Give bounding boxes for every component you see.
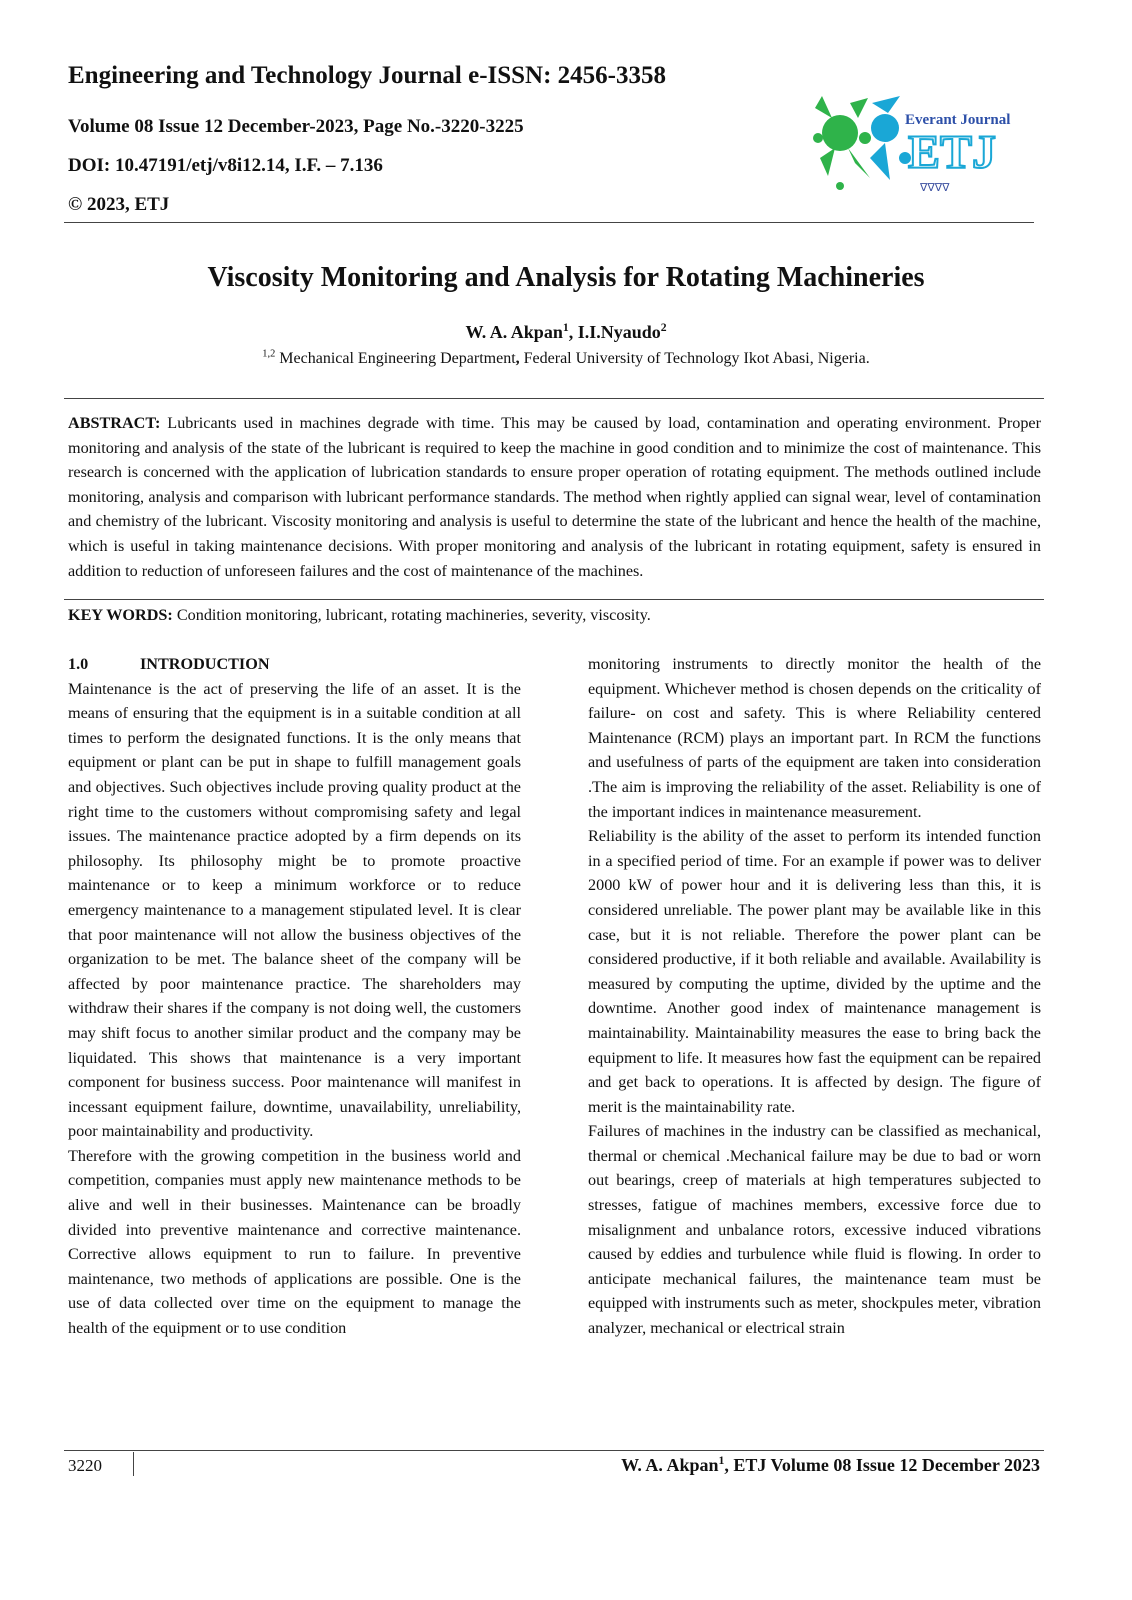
logo-abbrev-text: ETJ xyxy=(908,126,997,179)
journal-volume: Volume 08 Issue 12 December-2023, Page No.-3220-3225 xyxy=(68,116,524,137)
body-paragraph: Therefore with the growing competition in the business world and competition, companies must apply new maintenance methods to be alive and well in their businesses. Maintenance can be broadly divided into preventive maintenance and corrective maintenance. Corrective allows equipment to run to failure. In preventive maintenance, two methods of applications are possible. One is the use of data collected over time on the equipment to manage the health of the equipment or to use condition xyxy=(68,1146,521,1338)
footer-separator xyxy=(133,1452,134,1476)
abstract-text: Lubricants used in machines degrade with time. This may be caused by load, contamination and operating environment. Proper monitoring and analysis of the state of the lubricant is required to keep the machine in good condition and to minimize the cost of maintenance. This research is concerned with the application of lubrication standards to ensure proper operation of rotating equipment. The methods outlined include monitoring, analysis and comparison with lubricant performance standards. The method when rightly applied can signal wear, level of contamination and chemistry of the lubricant. Viscosity monitoring and analysis is useful to determine the state of the lubricant and hence the health of the machine, which is useful in taking maintenance decisions. With proper monitoring and analysis of the lubricant in rotating equipment, safety is ensured in addition to reduction of unforeseen failures and the cost of maintenance of the machines. xyxy=(68,414,1041,580)
journal-logo xyxy=(810,88,1025,198)
logo-tagline-text: ∇∇∇∇ xyxy=(920,181,950,194)
body-paragraph: monitoring instruments to directly monitor the health of the equipment. Whichever method is chosen depends on the criticality of failure- on cost and safety. This is where Reliability centered Maintenance (RCM) plays an important part. In RCM the functions and usefulness of parts of the equipment are taken into consideration .The aim is improving the reliability of the asset. Reliability is one of the important indices in maintenance measurement. xyxy=(588,655,1041,821)
paper-title: Viscosity Monitoring and Analysis for Rotating Machineries xyxy=(207,262,925,293)
etj-logo-icon xyxy=(810,88,1025,198)
footer-divider xyxy=(64,1450,1044,1451)
footer-author-mark: 1 xyxy=(718,1454,725,1467)
journal-copyright: © 2023, ETJ xyxy=(68,194,170,215)
journal-doi: DOI: 10.47191/etj/v8i12.14, I.F. – 7.136 xyxy=(68,155,383,176)
abstract xyxy=(68,411,1041,583)
keywords-text: Condition monitoring, lubricant, rotating machineries, severity, viscosity. xyxy=(172,606,651,624)
header-divider xyxy=(64,222,1034,223)
author-1: W. A. Akpan xyxy=(465,322,563,342)
author-1-affil-mark: 1 xyxy=(562,321,569,334)
footer-citation xyxy=(621,1455,1040,1476)
abstract-top-divider xyxy=(64,398,1044,399)
body-paragraph: Maintenance is the act of preserving the life of an asset. It is the means of ensuring that the equipment is in a suitable condition at all times to perform the designated functions. It is the only means that equipment or plant can be put in shape to fulfill management goals and objectives. Such objectives include proving quality product at the right time to the customers without compromising safety and legal issues. The maintenance practice adopted by a firm depends on its philosophy. Its philosophy might be to promote proactive maintenance or to keep a minimum workforce or to reduce emergency maintenance to a management stipulated level. It is clear that poor maintenance will not allow the business objectives of the organization to be met. The balance sheet of the company will be affected by poor maintenance practice. The shareholders may withdraw their shares if the company is not doing well, the customers may shift focus to another similar product and the company may be liquidated. This shows that maintenance is a very important component for business success. Poor maintenance will manifest in incessant equipment failure, downtime, unavailability, unreliability, poor maintainability and productivity. xyxy=(68,679,521,1141)
keywords xyxy=(68,603,1041,627)
affiliation-department: Mechanical Engineering Department xyxy=(275,350,516,367)
author-2-affil-mark: 2 xyxy=(660,321,667,334)
body-column-left xyxy=(68,652,521,1341)
affiliation-mark: 1,2 xyxy=(262,348,276,360)
abstract-label: ABSTRACT: xyxy=(68,414,161,432)
section-number: 1.0 xyxy=(68,655,89,673)
author-2: I.I.Nyaudo xyxy=(577,322,661,342)
section-heading xyxy=(68,652,521,677)
author-separator: , xyxy=(568,322,578,342)
paper-authors xyxy=(0,322,1132,343)
logo-publisher-text: Everant Journal xyxy=(905,112,1011,128)
keywords-label: KEY WORDS: xyxy=(68,606,173,624)
abstract-bottom-divider xyxy=(64,599,1044,600)
affiliation-institution: Federal University of Technology Ikot Abasi, Nigeria. xyxy=(519,350,870,367)
body-paragraph: Failures of machines in the industry can be classified as mechanical, thermal or chemical .Mechanical failure may be due to bad or worn out bearings, creep of materials at high temperatures subjected to stresses, fatigue of machines members, excessive force due to misalignment and unbalance rotors, excessive induced vibrations caused by eddies and turbulence while fluid is flowing. In order to anticipate mechanical failures, the maintenance team must be equipped with instruments such as meter, shockpules meter, vibration analyzer, mechanical or electrical strain xyxy=(588,1122,1041,1338)
section-title: INTRODUCTION xyxy=(140,655,270,673)
page-number: 3220 xyxy=(68,1456,102,1475)
paper-affiliation xyxy=(0,350,1132,368)
body-column-right xyxy=(588,652,1041,1341)
body-paragraph: Reliability is the ability of the asset to perform its intended function in a specified period of time. For an example if power was to deliver 2000 kW of power hour and it is delivering less than this, it is considered unreliable. The power plant may be available like in this case, but it is not reliable. Therefore the power plant can be considered productive, if it both reliable and available. Availability is measured by computing the uptime, divided by the uptime and the downtime. Another good index of maintenance management is maintainability. Maintainability measures the ease to bring back the equipment to life. It measures how fast the equipment can be repaired and get back to operations. It is affected by design. The figure of merit is the maintainability rate. xyxy=(588,827,1041,1116)
affiliation-comma: , xyxy=(515,350,520,367)
footer-author: W. A. Akpan xyxy=(621,1455,719,1475)
journal-title: Engineering and Technology Journal e-ISSN: 2456-3358 xyxy=(68,62,667,89)
footer-citation-text: , ETJ Volume 08 Issue 12 December 2023 xyxy=(724,1455,1040,1475)
